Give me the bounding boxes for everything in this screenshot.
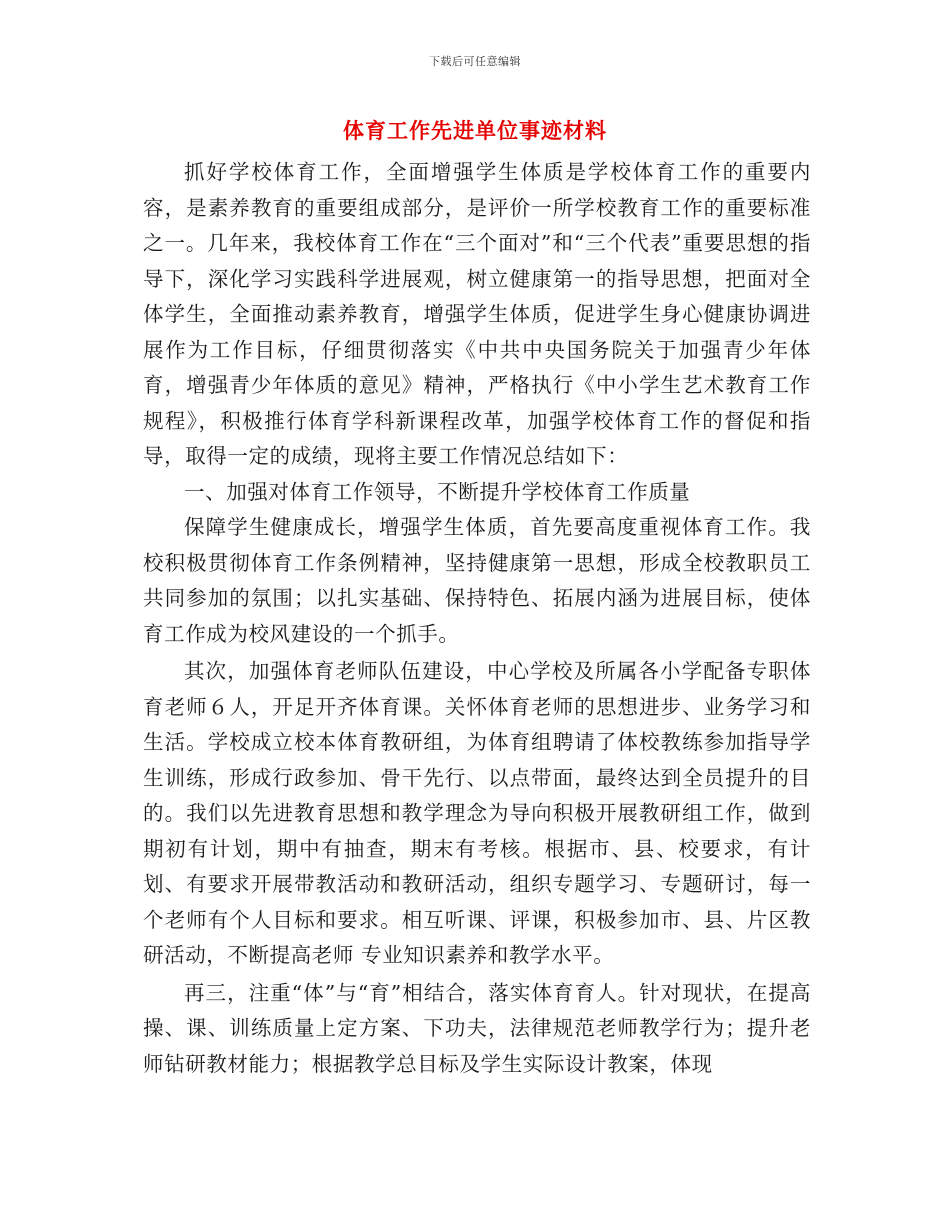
- document-body: [143, 155, 811, 1082]
- paragraph-education: 再三，注重“体”与“育”相结合，落实体育育人。针对现状，在提高操、课、训练质量上定方案、下功夫，法律规范老师教学行为；提升老师钻研教材能力；根据教学总目标及学生实际设计教案，体现: [143, 980, 811, 1076]
- paragraph-intro: 抓好学校体育工作，全面增强学生体质是学校体育工作的重要内容，是素养教育的重要组成部分，是评价一所学校教育工作的重要标准之一。几年来，我校体育工作在“三个面对”和“三个代表”重要思想的指导下，深化学习实践科学进展观，树立健康第一的指导思想，把面对全体学生，全面推动素养教育，增强学生体质，促进学生身心健康协调进展作为工作目标，仔细贯彻落实《中共中央国务院关于加强青少年体育，增强青少年体质的意见》精神，严格执行《中小学生艺术教育工作规程》，积极推行体育学科新课程改革，加强学校体育工作的督促和指导，取得一定的成绩，现将主要工作情况总结如下：: [143, 160, 811, 468]
- header-note: 下载后可任意编辑: [429, 55, 521, 68]
- paragraph-teachers: 其次，加强体育老师队伍建设，中心学校及所属各小学配备专职体育老师６人，开足开齐体育课。关怀体育老师的思想进步、业务学习和生活。学校成立校本体育教研组，为体育组聘请了体校教练参加指导学生训练，形成行政参加、骨干先行、以点带面，最终达到全员提升的目的。我们以先进教育思想和教学理念为导向积极开展教研组工作，做到期初有计划，期中有抽查，期末有考核。根据市、县、校要求，有计划、有要求开展带教活动和教研活动，组织专题学习、专题研讨，每一个老师有个人目标和要求。相互听课、评课，积极参加市、县、片区教研活动，不断提高老师 专业知识素养和教学水平。: [143, 659, 811, 967]
- document-title: 体育工作先进单位事迹材料: [343, 118, 607, 143]
- paragraph-leadership: 保障学生健康成长，增强学生体质，首先要高度重视体育工作。我校积极贯彻体育工作条例精神，坚持健康第一思想，形成全校教职员工共同参加的氛围；以扎实基础、保持特色、拓展内涵为进展目标，使体育工作成为校风建设的一个抓手。: [143, 515, 811, 646]
- section-heading-1: 一、加强对体育工作领导，不断提升学校体育工作质量: [184, 479, 691, 504]
